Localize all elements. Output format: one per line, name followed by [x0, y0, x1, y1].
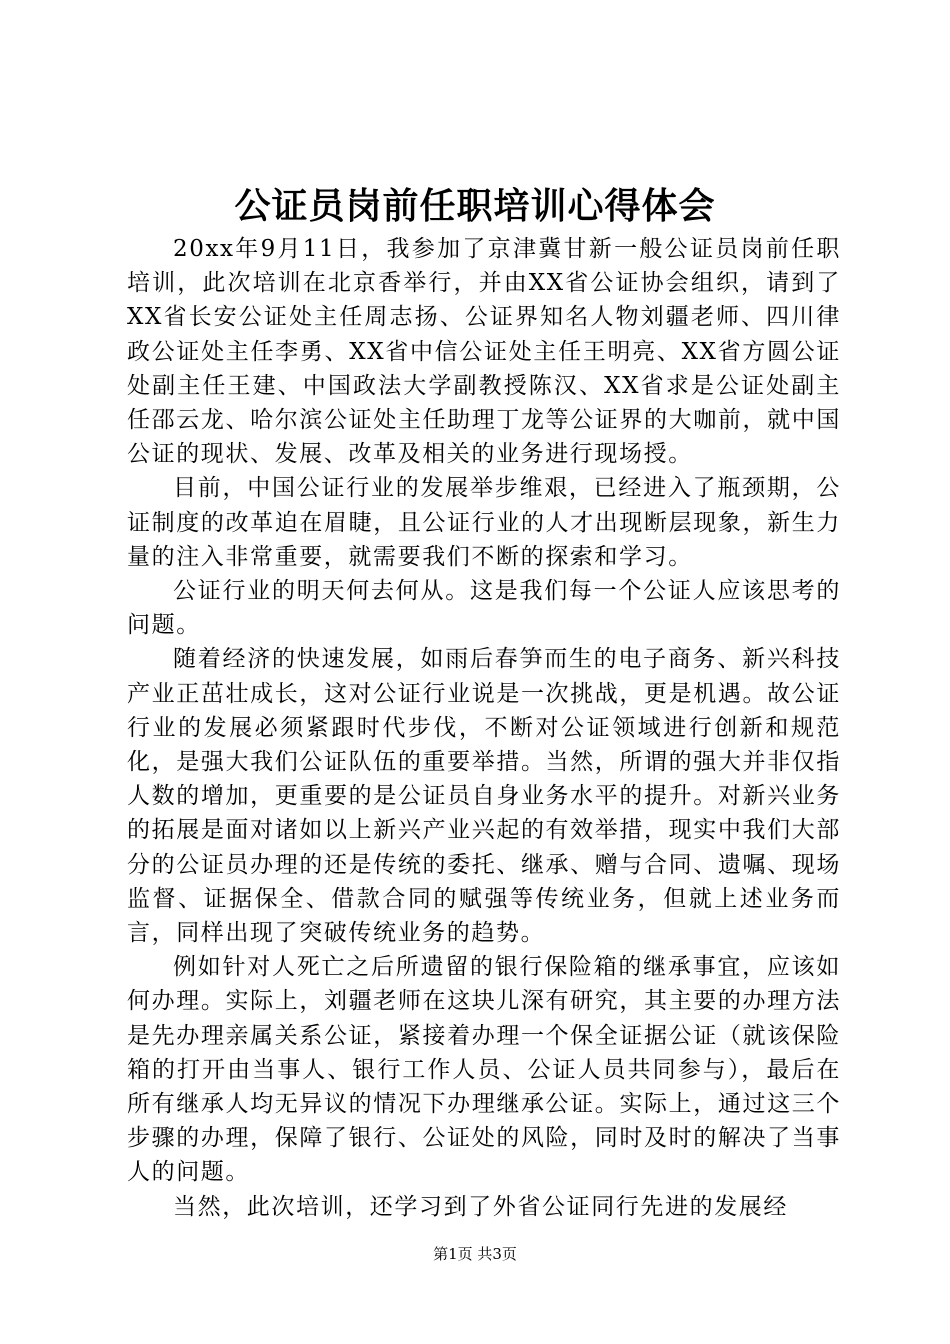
paragraph-1: 20xx年9月11日，我参加了京津冀甘新一般公证员岗前任职培训，此次培训在北京香举行，并由XX省公证协会组织，请到了XX省长安公证处主任周志扬、公证界知名人物刘疆老师、四川律政公证处主任李勇、XX省中信公证处主任王明亮、XX省方圆公证处副主任王建、中国政法大学副教授陈汉、XX省求是公证处副主任邵云龙、哈尔滨公证处主任助理丁龙等公证界的大咖前，就中国公证的现状、发展、改革及相关的业务进行现场授。	[127, 236, 841, 468]
paragraph-3: 公证行业的明天何去何从。这是我们每一个公证人应该思考的问题。	[127, 578, 841, 639]
paragraph-6: 当然，此次培训，还学习到了外省公证同行先进的发展经	[173, 1193, 788, 1220]
paragraph-5: 例如针对人死亡之后所遗留的银行保险箱的继承事宜，应该如何办理。实际上，刘疆老师在这块儿深有研究，其主要的办理方法是先办理亲属关系公证，紧接着办理一个保全证据公证（就该保险箱的打开由当事人、银行工作人员、公证人员共同参与），最后在所有继承人均无异议的情况下办理继承公证。实际上，通过这三个步骤的办理，保障了银行、公证处的风险，同时及时的解决了当事人的问题。	[127, 954, 841, 1186]
paragraph-4: 随着经济的快速发展，如雨后春笋而生的电子商务、新兴科技产业正茁壮成长，这对公证行业说是一次挑战，更是机遇。故公证行业的发展必须紧跟时代步伐，不断对公证领域进行创新和规范化，是强大我们公证队伍的重要举措。当然，所谓的强大并非仅指人数的增加，更重要的是公证员自身业务水平的提升。对新兴业务的拓展是面对诸如以上新兴产业兴起的有效举措，现实中我们大部分的公证员办理的还是传统的委托、继承、赠与合同、遗嘱、现场监督、证据保全、借款合同的赋强等传统业务，但就上述业务而言，同样出现了突破传统业务的趋势。	[127, 646, 841, 947]
document-title: 公证员岗前任职培训心得体会	[234, 185, 716, 227]
page-number-footer: 第1页 共3页	[433, 1245, 517, 1263]
document-body	[127, 232, 841, 1224]
paragraph-2: 目前，中国公证行业的发展举步维艰，已经进入了瓶颈期，公证制度的改革迫在眉睫，且公证行业的人才出现断层现象，新生力量的注入非常重要，就需要我们不断的探索和学习。	[127, 475, 841, 570]
